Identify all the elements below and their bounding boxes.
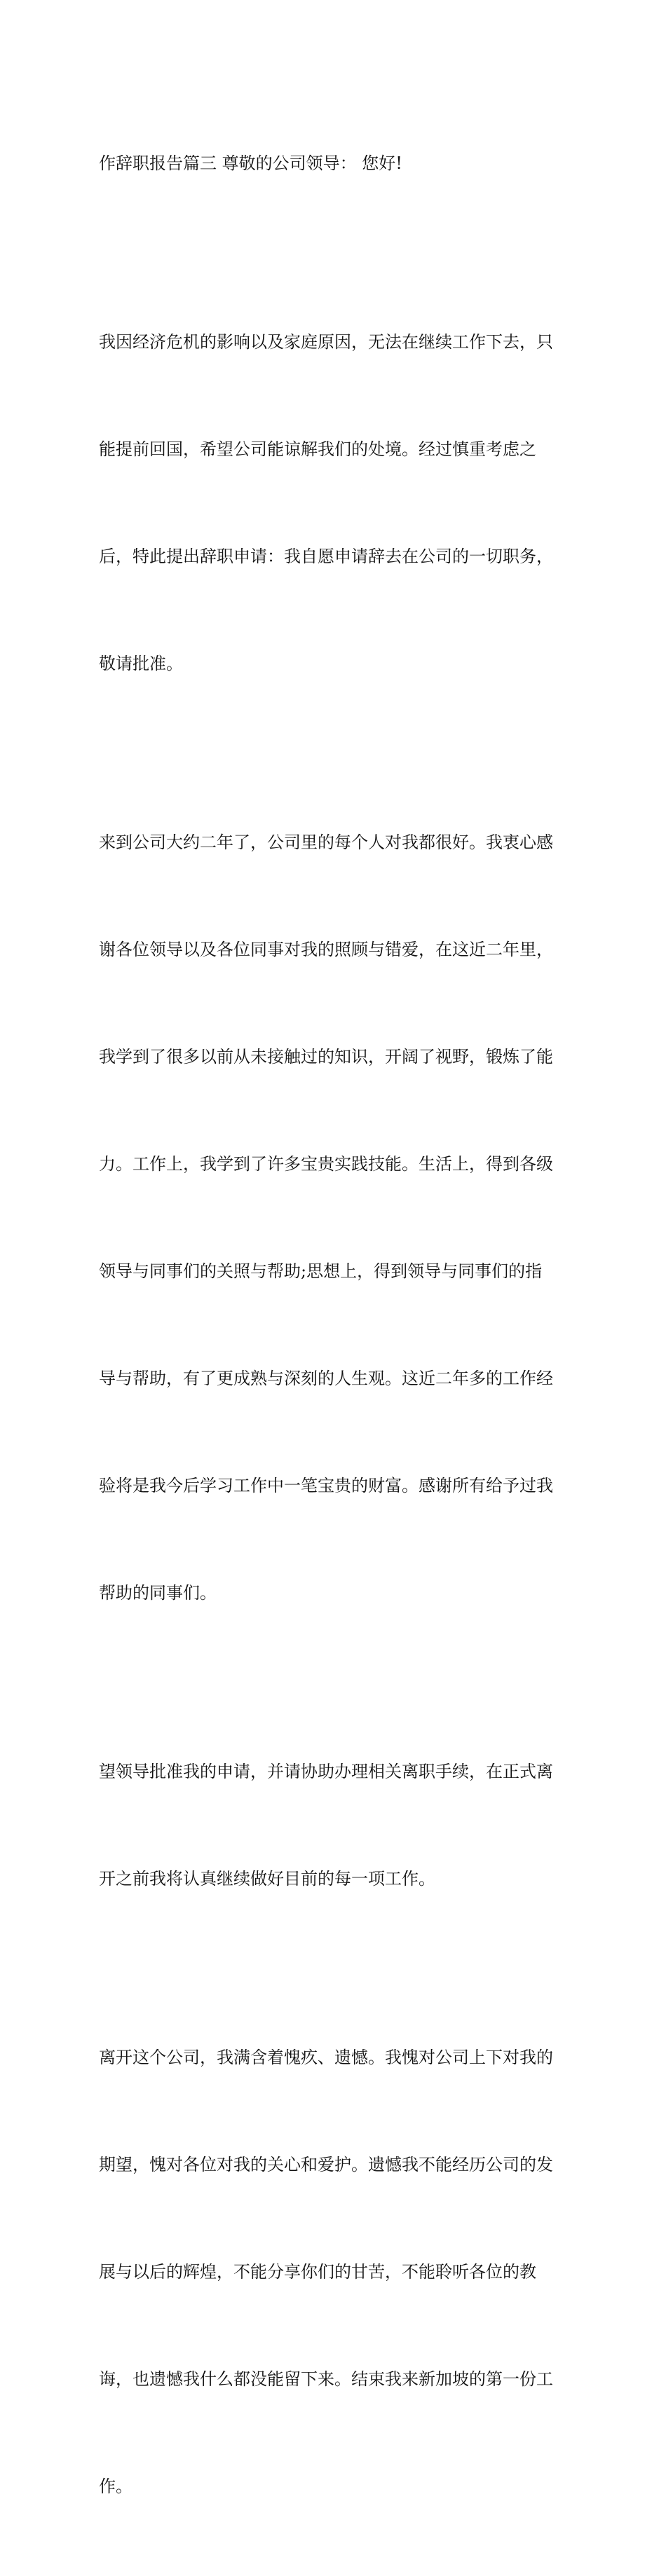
text-line: 力。工作上，我学到了许多宝贵实践技能。生活上，得到各级 — [99, 1154, 553, 1174]
text-line: 作辞职报告篇三 尊敬的公司领导： 您好! — [99, 153, 402, 173]
text-line: 离开这个公司，我满含着愧疚、遗憾。我愧对公司上下对我的 — [99, 2048, 553, 2067]
text-line: 来到公司大约二年了，公司里的每个人对我都很好。我衷心感 — [99, 833, 553, 852]
text-line: 作。 — [99, 2476, 132, 2496]
text-line: 导与帮助，有了更成熟与深刻的人生观。这近二年多的工作经 — [99, 1369, 553, 1388]
text-line: 帮助的同事们。 — [99, 1583, 217, 1603]
text-line: 敬请批准。 — [99, 654, 183, 673]
text-line: 期望，愧对各位对我的关心和爱护。遗憾我不能经历公司的发 — [99, 2155, 553, 2174]
text-line: 我学到了很多以前从未接触过的知识，开阔了视野，锻炼了能 — [99, 1047, 553, 1067]
text-line: 展与以后的辉煌，不能分享你们的甘苦，不能聆听各位的教 — [99, 2262, 536, 2282]
text-line: 望领导批准我的申请，并请协助办理相关离职手续，在正式离 — [99, 1762, 553, 1781]
paragraph-gratitude — [99, 753, 570, 1683]
text-line: 谢各位领导以及各位同事对我的照顾与错爱，在这近二年里， — [99, 940, 553, 959]
document-body — [99, 74, 570, 2576]
text-line: 能提前回国，希望公司能谅解我们的处境。经过慎重考虑之 — [99, 439, 536, 459]
paragraph-heading — [99, 74, 570, 253]
text-line: 后，特此提出辞职申请：我自愿申请辞去在公司的一切职务， — [99, 547, 553, 566]
paragraph-regret — [99, 1968, 570, 2576]
text-line: 领导与同事们的关照与帮助;思想上，得到领导与同事们的指 — [99, 1261, 543, 1281]
text-line: 诲，也遗憾我什么都没能留下来。结束我来新加坡的第一份工 — [99, 2369, 553, 2389]
paragraph-reason — [99, 253, 570, 753]
paragraph-request — [99, 1683, 570, 1968]
text-line: 我因经济危机的影响以及家庭原因，无法在继续工作下去，只 — [99, 332, 553, 352]
text-line: 验将是我今后学习工作中一笔宝贵的财富。感谢所有给予过我 — [99, 1476, 553, 1495]
text-line: 开之前我将认真继续做好目前的每一项工作。 — [99, 1869, 435, 1889]
